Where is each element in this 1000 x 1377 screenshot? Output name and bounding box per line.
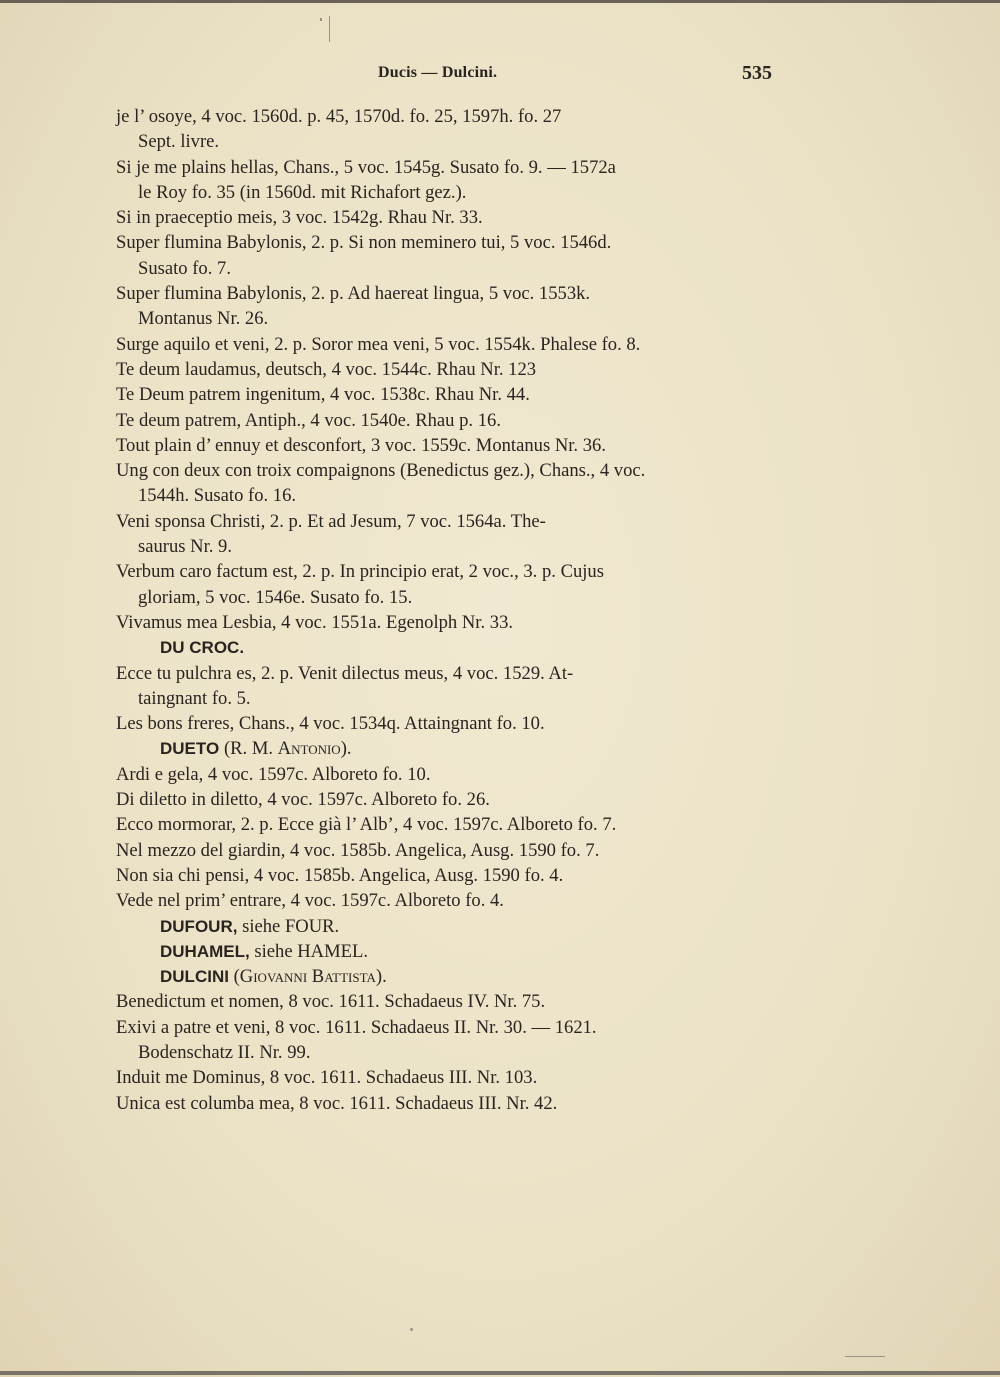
text-line: Montanus Nr. 26. [138, 308, 269, 330]
bottom-border-line [0, 1371, 1000, 1375]
scan-mark [329, 16, 330, 42]
text-line: Si je me plains hellas, Chans., 5 voc. 1545g. Susato fo. 9. — 1572a [116, 156, 616, 178]
text-line: Te deum laudamus, deutsch, 4 voc. 1544c. Rhau Nr. 123 [116, 358, 537, 380]
composer-forename-suffix: ). [375, 966, 387, 988]
composer-forename-suffix: ). [340, 738, 352, 760]
text-line: Les bons freres, Chans., 4 voc. 1534q. Attaingnant fo. 10. [116, 713, 545, 735]
text-line: Induit me Dominus, 8 voc. 1611. Schadaeus III. Nr. 103. [116, 1067, 538, 1089]
text-line: Bodenschatz II. Nr. 99. [138, 1041, 311, 1063]
scan-mark [845, 1356, 885, 1357]
text-line: Super flumina Babylonis, 2. p. Si non meminero tui, 5 voc. 1546d. [116, 232, 612, 254]
text-line: 1544h. Susato fo. 16. [138, 485, 297, 507]
text-line: Ung con deux con troix compaignons (Benedictus gez.), Chans., 4 voc. [116, 460, 646, 482]
scan-mark [410, 1328, 413, 1331]
running-header [0, 64, 1000, 86]
text-line: Di diletto in diletto, 4 voc. 1597c. Alboreto fo. 26. [116, 789, 490, 811]
composer-surname: DULCINI [160, 967, 229, 987]
top-border-line [0, 0, 1000, 3]
text-line: le Roy fo. 35 (in 1560d. mit Richafort gez.). [138, 181, 467, 203]
text-line: Sept. livre. [138, 131, 220, 153]
composer-heading-dulcini [116, 964, 786, 989]
composer-forename: Giovanni Battista [239, 966, 376, 988]
text-line: Benedictum et nomen, 8 voc. 1611. Schadaeus IV. Nr. 75. [116, 991, 546, 1013]
index-text-body [116, 104, 786, 1116]
text-line: je l’ osoye, 4 voc. 1560d. p. 45, 1570d. fo. 25, 1597h. fo. 27 [116, 106, 562, 127]
text-line: Unica est columba mea, 8 voc. 1611. Schadaeus III. Nr. 42. [116, 1092, 558, 1114]
text-line: Super flumina Babylonis, 2. p. Ad haereat lingua, 5 voc. 1553k. [116, 283, 591, 305]
scan-mark [320, 18, 322, 21]
composer-heading-dueto [116, 736, 786, 761]
composer-forename: Antonio [277, 738, 341, 760]
cross-reference-dufour [116, 914, 786, 939]
text-line: Ecce tu pulchra es, 2. p. Venit dilectus meus, 4 voc. 1529. At- [116, 662, 574, 684]
text-line: Ecco mormorar, 2. p. Ecce già l’ Alb’, 4 voc. 1597c. Alboreto fo. 7. [116, 814, 617, 836]
text-line: Si in praeceptio meis, 3 voc. 1542g. Rhau Nr. 33. [116, 207, 483, 229]
text-line: Vede nel prim’ entrare, 4 voc. 1597c. Alboreto fo. 4. [116, 890, 504, 912]
text-line: saurus Nr. 9. [138, 536, 232, 558]
text-line: Tout plain d’ ennuy et desconfort, 3 voc. 1559c. Montanus Nr. 36. [116, 434, 606, 456]
see-reference: siehe HAMEL. [249, 940, 368, 962]
composer-surname: DUETO [160, 739, 220, 759]
text-line: Veni sponsa Christi, 2. p. Et ad Jesum, 7 voc. 1564a. The- [116, 510, 546, 532]
text-line: Verbum caro factum est, 2. p. In principio erat, 2 voc., 3. p. Cujus [116, 561, 604, 583]
text-line: Te Deum patrem ingenitum, 4 voc. 1538c. Rhau Nr. 44. [116, 384, 530, 406]
text-line: Nel mezzo del giardin, 4 voc. 1585b. Angelica, Ausg. 1590 fo. 7. [116, 839, 600, 861]
composer-surname: DUHAMEL, [160, 941, 250, 961]
text-line: Te deum patrem, Antiph., 4 voc. 1540e. Rhau p. 16. [116, 409, 501, 431]
page-number: 535 [742, 62, 772, 84]
text-line: Susato fo. 7. [138, 257, 231, 279]
text-line: Vivamus mea Lesbia, 4 voc. 1551a. Egenolph Nr. 33. [116, 611, 514, 633]
text-line: Exivi a patre et veni, 8 voc. 1611. Schadaeus II. Nr. 30. — 1621. [116, 1016, 597, 1038]
cross-reference-duhamel [116, 939, 786, 964]
composer-surname: DUFOUR, [160, 916, 238, 936]
composer-forename-prefix: ( [228, 966, 240, 988]
text-line: Non sia chi pensi, 4 voc. 1585b. Angelica, Ausg. 1590 fo. 4. [116, 864, 564, 886]
see-reference: siehe FOUR. [237, 915, 340, 937]
text-line: Surge aquilo et veni, 2. p. Soror mea veni, 5 voc. 1554k. Phalese fo. 8. [116, 333, 641, 355]
text-line: gloriam, 5 voc. 1546e. Susato fo. 15. [138, 586, 413, 608]
text-line: taingnant fo. 5. [138, 687, 251, 709]
running-head-title: Ducis — Dulcini. [378, 64, 498, 81]
composer-heading-du-croc: DU CROC. [160, 638, 245, 658]
composer-forename-prefix: (R. M. [223, 738, 278, 760]
text-line: Ardi e gela, 4 voc. 1597c. Alboreto fo. 10. [116, 763, 431, 785]
